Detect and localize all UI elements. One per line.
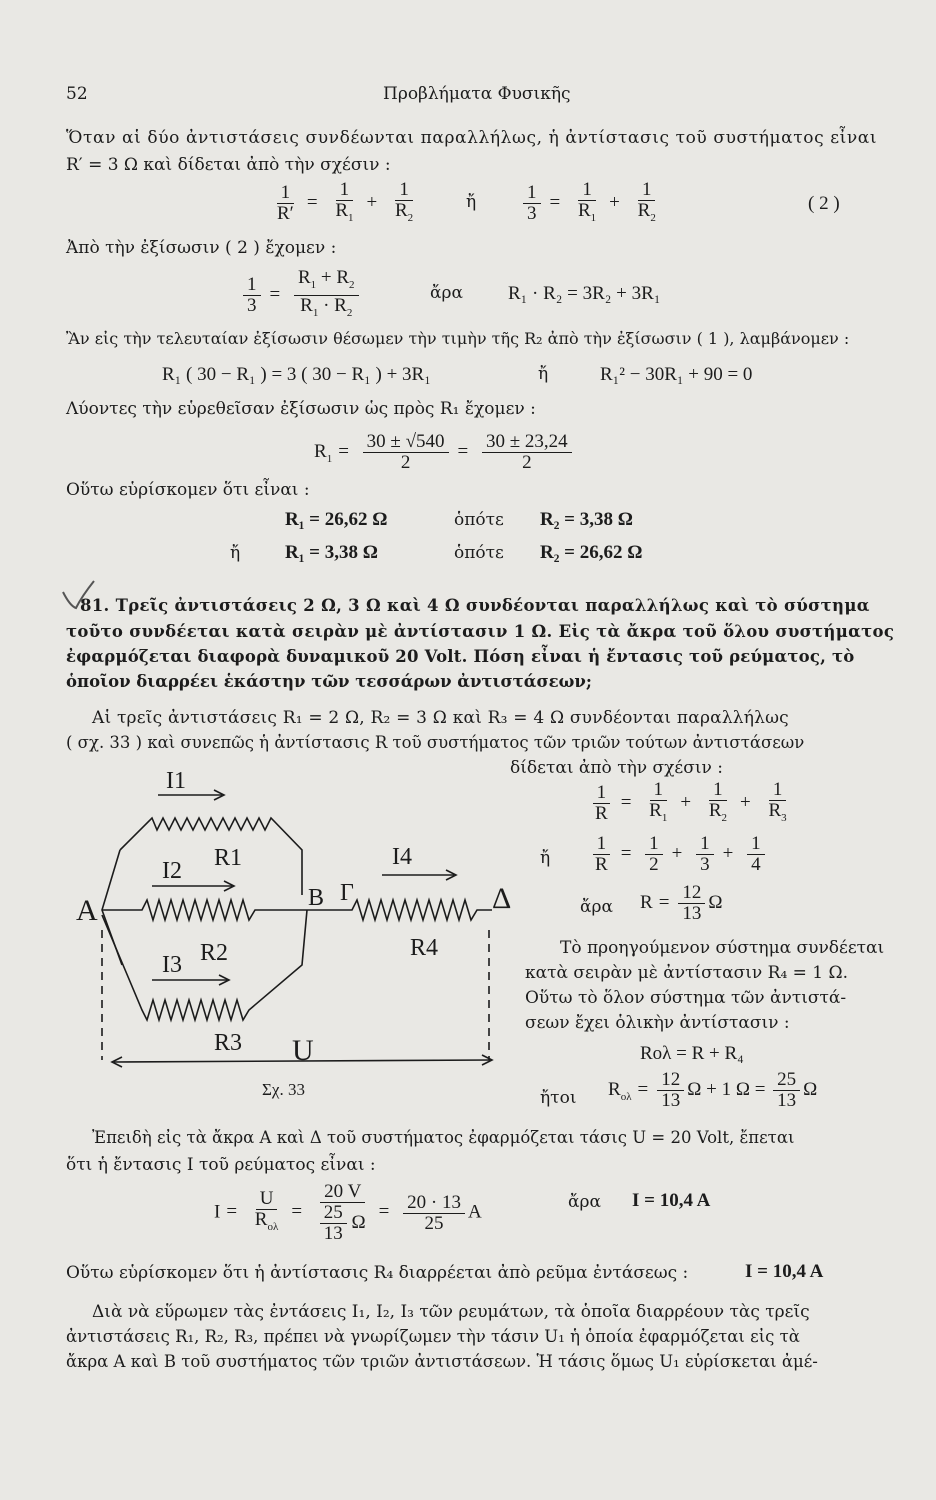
equation-combined: $\frac{1}{3}$ = $\frac{R_1 + R_2}{R_1 \cdot R_2}$ xyxy=(240,268,362,323)
paragraph-line: ἄκρα Α καὶ Β τοῦ συστήματος τῶν τριῶν ἀντιστάσεων. Ἡ τάσις ὅμως U₁ εὑρίσκεται ἀμέ- xyxy=(66,1352,818,1371)
equation-three-parallel: $\frac{1}{R}$ = $\frac{1}{R_1}$ + $\frac{1}{R_2}$ + $\frac{1}{R_3}$ xyxy=(588,780,794,828)
or-word: ἤ xyxy=(230,543,241,563)
or-word: ἤ xyxy=(540,848,551,868)
label-r4: R4 xyxy=(410,935,439,961)
paragraph-line: Οὕτω τὸ ὅλον σύστημα τῶν ἀντιστά- xyxy=(525,988,847,1008)
result-r1: R₁ = 26,62 Ω xyxy=(285,509,388,530)
equation-number: ( 2 ) xyxy=(808,193,840,214)
result-r1: R₁ = 3,38 Ω xyxy=(285,542,378,563)
equation-quadratic: R₁² − 30R₁ + 90 = 0 xyxy=(600,364,753,385)
problem-line: 81. Τρεῖς ἀντιστάσεις 2 Ω, 3 Ω καὶ 4 Ω συνδέονται παραλλήλως καὶ τὸ σύστημα xyxy=(80,596,870,615)
figure-caption: Σχ. 33 xyxy=(262,1080,305,1099)
paragraph-line: R′ = 3 Ω καὶ δίδεται ἀπὸ τὴν σχέσιν : xyxy=(66,155,391,175)
result-when: ὁπότε xyxy=(454,543,504,563)
or-word: ἤ xyxy=(538,364,549,384)
solution-denominator: 2 xyxy=(400,452,411,473)
result-r2: R₂ = 26,62 Ω xyxy=(540,542,643,563)
paragraph-line: Αἱ τρεῖς ἀντιστάσεις R₁ = 2 Ω, R₂ = 3 Ω καὶ R₃ = 4 Ω συνδέονται παραλλήλως xyxy=(92,708,789,728)
label-i2: I2 xyxy=(162,858,182,884)
ara-word: ἄρα xyxy=(580,897,613,917)
equation-total-r: Rολ = R + R₄ xyxy=(640,1043,744,1064)
solution-numerator-numeric: 30 ± 23,24 xyxy=(482,432,572,453)
equation-current: I = $\frac{U}{R_{o\lambda}}$ = 20 V $\frac{25}{13}$ Ω = $\frac{20 \cdot 13}{25}$ A xyxy=(214,1181,482,1244)
equation-three-parallel-numeric: $\frac{1}{R}$ = $\frac{1}{2}$ + $\frac{1}{3}$ + $\frac{1}{4}$ xyxy=(588,834,768,875)
problem-line: τοῦτο συνδέεται κατὰ σειρὰν μὲ ἀντίστασιν 1 Ω. Εἰς τὰ ἄκρα τοῦ ὅλου συστήματος xyxy=(66,622,895,641)
ara-word: ἄρα xyxy=(430,283,463,303)
solution-numerator: 30 ± √540 xyxy=(363,432,449,453)
paragraph-line: Ἐπειδὴ εἰς τὰ ἄκρα Α καὶ Δ τοῦ συστήματος ἐφαρμόζεται τάσις U = 20 Volt, ἔπεται xyxy=(92,1128,795,1147)
paragraph-line: ἀντιστάσεις R₁, R₂, R₃, πρέπει νὰ γνωρίζωμεν τὴν τάσιν U₁ ἡ ὁποία ἐφαρμόζεται εἰς τὰ xyxy=(66,1327,800,1346)
paragraph-line: Ὅταν αἱ δύο ἀντιστάσεις συνδέωνται παραλλήλως, ἡ ἀντίστασις τοῦ συστήματος εἶναι xyxy=(66,128,878,148)
label-u: U xyxy=(292,1034,314,1067)
label-b: B xyxy=(308,885,325,911)
running-title: Προβλήματα Φυσικῆς xyxy=(383,84,571,104)
result-r2: R₂ = 3,38 Ω xyxy=(540,509,633,530)
paragraph-line: Οὕτω εὑρίσκομεν ὅτι ἡ ἀντίστασις R₄ διαρρέεται ἀπὸ ρεῦμα ἐντάσεως : xyxy=(66,1263,689,1283)
paragraph-line: Οὕτω εὑρίσκομεν ὅτι εἶναι : xyxy=(66,480,310,500)
solution-denominator: 2 xyxy=(522,452,532,473)
current-result: I = 10,4 A xyxy=(632,1190,711,1211)
circuit-diagram xyxy=(62,760,522,1105)
equation-parallel-numeric: $\frac{1}{3}$ = $\frac{1}{R_1}$ + $\frac{1}{R_2}$ xyxy=(520,180,663,228)
equation-equivalent-r: R = $\frac{12}{13}$ Ω xyxy=(640,882,723,924)
equation-total-r-numeric: $R_{o\lambda}$ = $\frac{12}{13}$ Ω + 1 Ω = $\frac{25}{13}$ Ω xyxy=(608,1069,818,1111)
paragraph-line: Λύοντες τὴν εὑρεθεῖσαν ἐξίσωσιν ὡς πρὸς R₁ ἔχομεν : xyxy=(66,399,536,419)
equation-parallel-resistance: $\frac{1}{R'}$ = $\frac{1}{R_1}$ + $\frac{1}{R_2}$ xyxy=(277,179,414,225)
label-delta: Δ xyxy=(492,882,512,915)
label-r3: R3 xyxy=(214,1030,243,1056)
resistor-r4 xyxy=(307,900,492,920)
problem-line: ὁποῖον διαρρέει ἑκάστην τῶν τεσσάρων ἀντιστάσεων; xyxy=(66,672,592,691)
junction-a-wires xyxy=(102,850,122,965)
paragraph-line: κατὰ σειρὰν μὲ ἀντίστασιν R₄ = 1 Ω. xyxy=(525,963,849,983)
ara-word: ἄρα xyxy=(568,1192,601,1212)
paragraph-line: Ἂν εἰς τὴν τελευταίαν ἐξίσωσιν θέσωμεν τὴν τιμὴν τῆς R₂ ἀπὸ τὴν ἐξίσωσιν ( 1 ), λαμβάνομεν : xyxy=(66,329,850,348)
paragraph-line: δίδεται ἀπὸ τὴν σχέσιν : xyxy=(510,758,723,778)
paragraph-line: Ἀπὸ τὴν ἐξίσωσιν ( 2 ) ἔχομεν : xyxy=(66,238,337,258)
label-r1: R1 xyxy=(214,845,243,871)
page-number: 52 xyxy=(66,84,88,104)
label-r2: R2 xyxy=(200,940,229,966)
label-a: A xyxy=(76,894,98,927)
paragraph-line: Τὸ προηγούμενον σύστημα συνδέεται xyxy=(560,938,885,958)
paragraph-line: ὅτι ἡ ἔντασις I τοῦ ρεύματος εἶναι : xyxy=(66,1155,376,1175)
label-i4: I4 xyxy=(392,844,412,870)
resistor-r2 xyxy=(102,900,307,920)
equation-substituted: R₁ ( 30 − R₁ ) = 3 ( 30 − R₁ ) + 3R₁ xyxy=(162,364,431,385)
equation-solution: $R_1$ = $\frac{30 \pm √540}{2}$ = $\frac{30 \pm 23,24}{2}$ xyxy=(314,432,575,473)
label-i1: I1 xyxy=(166,768,186,794)
paragraph-line: σεων ἔχει ὁλικὴν ἀντίστασιν : xyxy=(525,1013,790,1033)
paragraph-line: ( σχ. 33 ) καὶ συνεπῶς ἡ ἀντίστασις R τοῦ συστήματος τῶν τριῶν τούτων ἀντιστάσεων xyxy=(66,733,805,752)
paragraph-line: Διὰ νὰ εὕρωμεν τὰς ἐντάσεις I₁, I₂, I₃ τῶν ρευμάτων, τὰ ὁποῖα διαρρέουν τὰς τρεῖς xyxy=(92,1302,810,1322)
label-gamma: Γ xyxy=(340,880,354,906)
label-i3: I3 xyxy=(162,952,182,978)
itoi-word: ἤτοι xyxy=(540,1088,577,1108)
equation-product: R₁ · R₂ = 3R₂ + 3R₁ xyxy=(508,283,661,304)
current-result: I = 10,4 A xyxy=(745,1261,824,1282)
or-word: ἤ xyxy=(466,192,477,212)
resistor-r1 xyxy=(120,818,302,895)
result-when: ὁπότε xyxy=(454,510,504,530)
problem-line: ἐφαρμόζεται διαφορὰ δυναμικοῦ 20 Volt. Πόση εἶναι ἡ ἔντασις τοῦ ρεύματος, τὸ xyxy=(66,647,855,666)
